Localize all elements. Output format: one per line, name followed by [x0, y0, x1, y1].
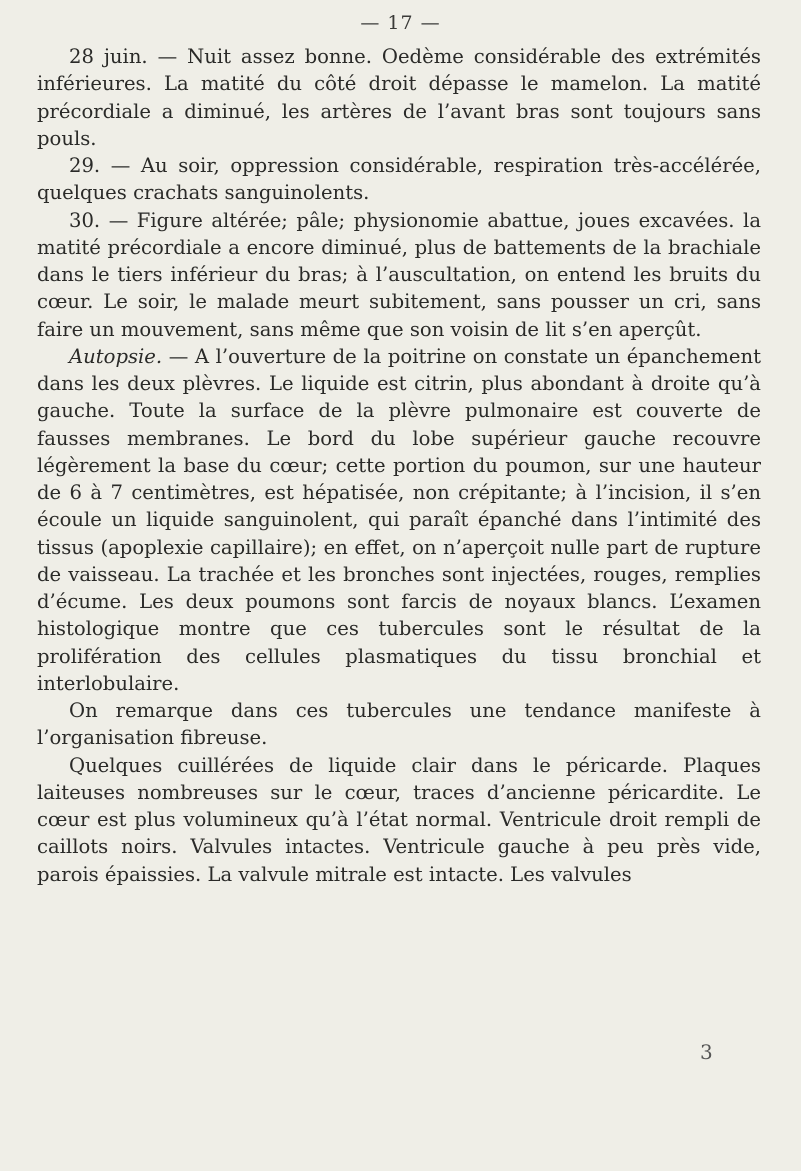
paragraph-tubercules: [37, 697, 761, 752]
paragraph-text: On remarque dans ces tubercules une tendance manifeste à l’organisation fibreuse.: [37, 699, 761, 750]
paragraph-29: [37, 152, 761, 207]
paragraph-text: 28 juin. — Nuit assez bonne. Oedème considérable des extrémités inférieures. La matité du côté droit dépasse le mamelon. La matité précordiale a diminué, les artères de l’avant bras sont toujours sans pouls.: [37, 45, 761, 150]
paragraph-text: 30. — Figure altérée; pâle; physionomie abattue, joues excavées. la matité précordiale a encore diminué, plus de battements de la brachiale dans le tiers inférieur du bras; à l’auscultation, on entend les bruits du cœur. Le soir, le malade meurt subitement, sans pousser un cri, sans faire un mouvement, sans même que son voisin de lit s’en aperçût.: [37, 208, 761, 341]
page-number-header: — 17 —: [360, 12, 441, 34]
paragraph-text: — A l’ouverture de la poitrine on constate un épanchement dans les deux plèvres. Le liquide est citrin, plus abondant à droite qu’à gauche. Toute la surface de la plèvre pulmonaire est couverte de fausses membranes. Le bord du lobe supérieur gauche recouvre légèrement la base du cœur; cette portion du poumon, sur une hauteur de 6 à 7 centimètres, est hépatisée, non crépitante; à l’incision, il s’en écoule un liquide sanguinolent, qui paraît épanché dans l’intimité des tissus (apoplexie capillaire); en effet, on n’aperçoit nulle part de rupture de vaisseau. La trachée et les bronches sont injectées, rouges, remplies d’écume. Les deux poumons sont farcis de noyaux blancs. L’examen histologique montre que ces tubercules sont le résultat de la prolifération des cellules plasmatiques du tissu bronchial et interlobulaire.: [37, 344, 761, 695]
body-text: [37, 43, 761, 888]
paragraph-autopsie: [37, 343, 761, 697]
paragraph-pericarde: [37, 752, 761, 888]
paragraph-text: Quelques cuillérées de liquide clair dans le péricarde. Plaques laiteuses nombreuses sur le cœur, traces d’ancienne péricardite. Le cœur est plus volumineux qu’à l’état normal. Ventricule droit rempli de caillots noirs. Valvules intactes. Ventricule gauche à peu près vide, parois épaissies. La valvule mitrale est intacte. Les valvules: [37, 753, 761, 886]
paragraph-30: [37, 207, 761, 343]
paragraph-text: 29. — Au soir, oppression considérable, respiration très-accélérée, quelques crachats sanguinolents.: [37, 154, 761, 205]
paragraph-28-juin: [37, 43, 761, 152]
signature-mark: 3: [700, 1040, 713, 1064]
paragraph-lead-autopsie: Autopsie.: [69, 344, 163, 368]
